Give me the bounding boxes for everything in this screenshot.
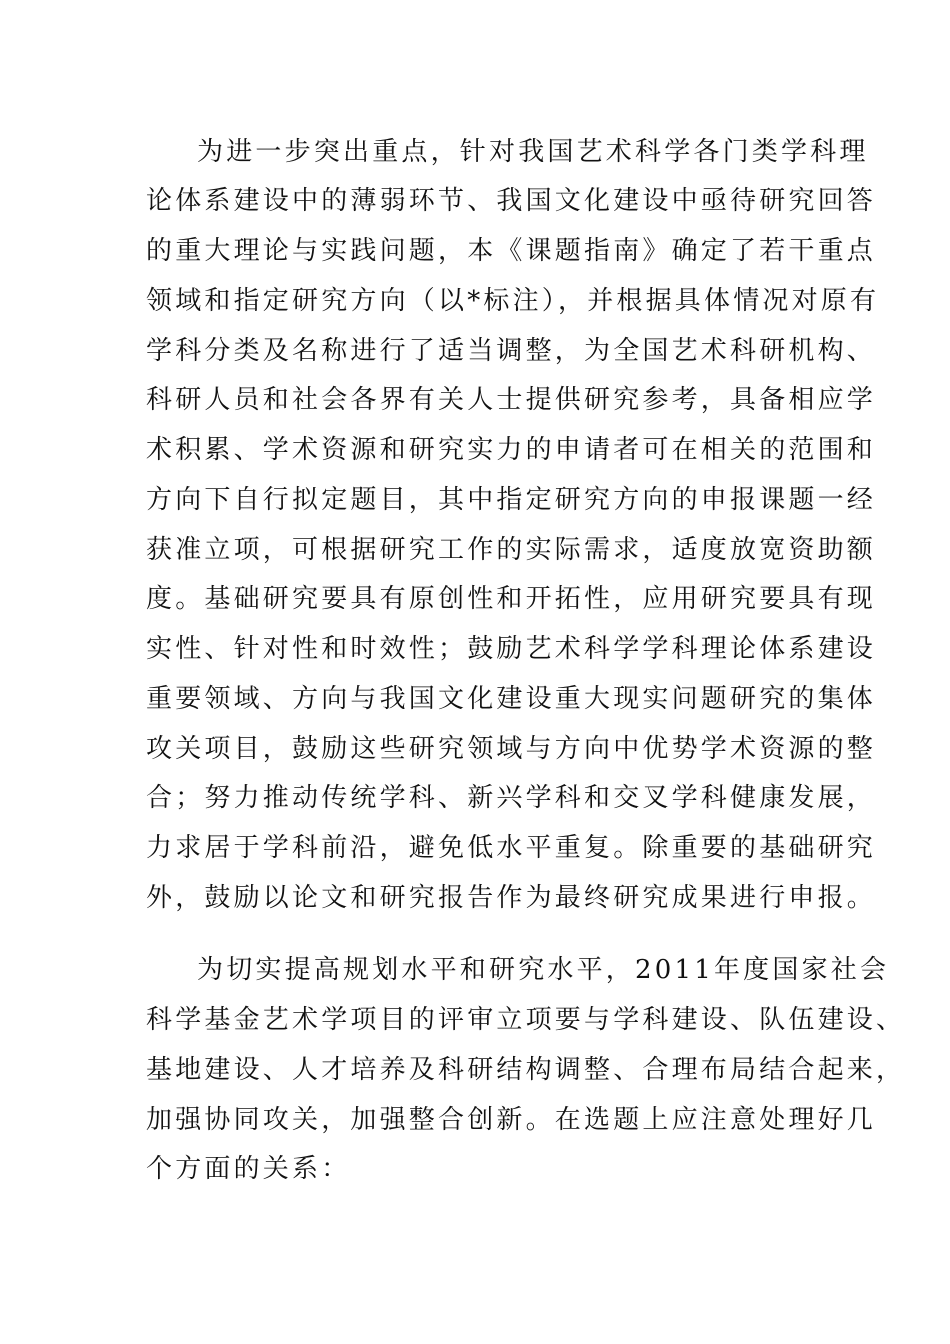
text-line: 的重大理论与实践问题，本《课题指南》确定了若干重点 [146,236,877,266]
text-line: 重要领域、方向与我国文化建设重大现实问题研究的集体 [146,684,877,714]
text-line: 外，鼓励以论文和研究报告作为最终研究成果进行申报。 [146,883,877,913]
text-line: 力求居于学科前沿，避免低水平重复。除重要的基础研究 [146,833,877,863]
text-line: 基地建设、人才培养及科研结构调整、合理布局结合起来， [146,1055,906,1085]
text-line: 攻关项目，鼓励这些研究领域与方向中优势学术资源的整 [146,734,877,764]
text-line: 为进一步突出重点，针对我国艺术科学各门类学科理 [197,137,869,167]
text-line: 为切实提高规划水平和研究水平，2011年度国家社会 [197,955,890,985]
text-line: 术积累、学术资源和研究实力的申请者可在相关的范围和 [146,435,877,465]
text-line: 科学基金艺术学项目的评审立项要与学科建设、队伍建设、 [146,1005,906,1035]
text-line: 获准立项，可根据研究工作的实际需求，适度放宽资助额 [146,535,877,565]
text-line: 领域和指定研究方向（以*标注），并根据具体情况对原有 [146,286,880,316]
text-line: 个方面的关系： [146,1154,351,1184]
text-line: 加强协同攻关，加强整合创新。在选题上应注意处理好几 [146,1105,877,1135]
text-line: 论体系建设中的薄弱环节、我国文化建设中亟待研究回答 [146,186,877,216]
text-line: 科研人员和社会各界有关人士提供研究参考，具备相应学 [146,385,877,415]
text-line: 合；努力推动传统学科、新兴学科和交叉学科健康发展， [146,783,877,813]
text-line: 学科分类及名称进行了适当调整，为全国艺术科研机构、 [146,336,877,366]
text-line: 方向下自行拟定题目，其中指定研究方向的申报课题一经 [146,485,877,515]
text-line: 实性、针对性和时效性；鼓励艺术科学学科理论体系建设 [146,634,877,664]
text-line: 度。基础研究要具有原创性和开拓性，应用研究要具有现 [146,584,877,614]
